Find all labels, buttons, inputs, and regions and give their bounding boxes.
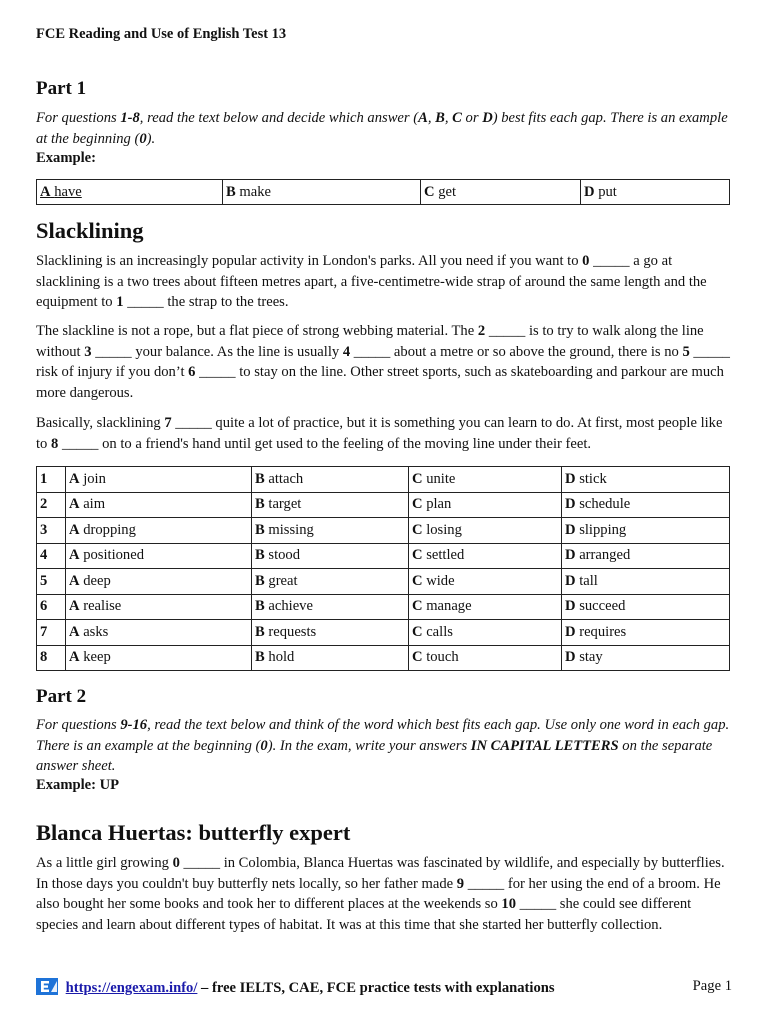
option-c: C unite <box>409 467 562 493</box>
option-b: B attach <box>252 467 409 493</box>
document-header: FCE Reading and Use of English Test 13 <box>36 26 287 42</box>
option-d: D requires <box>562 620 730 646</box>
table-row <box>37 518 730 544</box>
option-d: D slipping <box>562 518 730 544</box>
example-option-d: D put <box>581 180 730 205</box>
part2-title: Part 2 <box>36 686 87 707</box>
part1-title: Part 1 <box>36 78 87 99</box>
question-number: 6 <box>37 594 66 620</box>
option-a: A asks <box>66 620 252 646</box>
option-d: D stay <box>562 645 730 671</box>
option-b: B requests <box>252 620 409 646</box>
example-options-table <box>36 179 730 205</box>
part1-example-label: Example: <box>36 150 96 166</box>
option-c: C calls <box>409 620 562 646</box>
question-number: 8 <box>37 645 66 671</box>
example-option-c: C get <box>421 180 581 205</box>
table-row <box>37 543 730 569</box>
option-c: C wide <box>409 569 562 595</box>
option-a: A realise <box>66 594 252 620</box>
question-number: 5 <box>37 569 66 595</box>
engexam-link[interactable]: https://engexam.info/ <box>65 980 198 996</box>
option-c: C losing <box>409 518 562 544</box>
question-number: 3 <box>37 518 66 544</box>
table-row <box>37 645 730 671</box>
page-number: Page 1 <box>692 978 732 994</box>
part1-paragraph-1: Slacklining is an increasingly popular activity in London's parks. All you need if you want to 0 _____ a go at slacklining is a two trees about fifteen metres apart, a five-centimetre-wide strap of around the same length and the equipment to 1 _____ the strap to the trees. <box>36 253 707 311</box>
part2-paragraph-1: As a little girl growing 0 _____ in Colombia, Blanca Huertas was fascinated by wildlife, and especially by butterflies. In those days you couldn't buy butterfly nets locally, so her father made 9 _____ for her using the end of a broom. He also bought her some books and took her to different places at the weekends so 10 _____ she could see different species and learn about different types of habitat. It was at this time that she started her butterfly collection. <box>36 855 725 933</box>
option-a: A dropping <box>66 518 252 544</box>
option-c: C settled <box>409 543 562 569</box>
part1-instructions: For questions 1-8, read the text below and decide which answer (A, B, C or D) best fits each gap. There is an example at the beginning (0). <box>36 110 728 147</box>
option-b: B missing <box>252 518 409 544</box>
table-row <box>37 180 730 205</box>
part2-text-title: Blanca Huertas: butterfly expert <box>36 820 351 845</box>
option-a: A keep <box>66 645 252 671</box>
option-b: B achieve <box>252 594 409 620</box>
option-b: B stood <box>252 543 409 569</box>
part1-text-title: Slacklining <box>36 218 144 243</box>
option-d: D tall <box>562 569 730 595</box>
table-row <box>37 492 730 518</box>
engexam-logo-icon <box>36 978 58 995</box>
option-b: B target <box>252 492 409 518</box>
table-row <box>37 569 730 595</box>
option-c: C plan <box>409 492 562 518</box>
option-a: A positioned <box>66 543 252 569</box>
option-c: C touch <box>409 645 562 671</box>
question-number: 1 <box>37 467 66 493</box>
table-row <box>37 467 730 493</box>
option-a: A join <box>66 467 252 493</box>
page-footer <box>36 978 732 997</box>
option-d: D arranged <box>562 543 730 569</box>
question-number: 2 <box>37 492 66 518</box>
option-d: D stick <box>562 467 730 493</box>
table-row <box>37 594 730 620</box>
option-b: B great <box>252 569 409 595</box>
option-c: C manage <box>409 594 562 620</box>
part2-instructions: For questions 9-16, read the text below and think of the word which best fits each gap. Use only one word in each gap. There is an example at the beginning (0). In the exam, write your answers IN CAPITAL LETTERS on the separate answer sheet. <box>36 717 730 775</box>
option-d: D schedule <box>562 492 730 518</box>
example-option-b: B make <box>223 180 421 205</box>
part1-paragraph-3: Basically, slacklining 7 _____ quite a lot of practice, but it is something you can learn to do. At first, most people like to 8 _____ on to a friend's hand until get used to the feeling of the moving line under their feet. <box>36 415 723 452</box>
question-number: 7 <box>37 620 66 646</box>
option-d: D succeed <box>562 594 730 620</box>
option-a: A aim <box>66 492 252 518</box>
footer-tagline: – free IELTS, CAE, FCE practice tests with explanations <box>197 980 555 996</box>
option-b: B hold <box>252 645 409 671</box>
example-option-a: A have <box>37 180 223 205</box>
question-number: 4 <box>37 543 66 569</box>
part2-example: Example: UP <box>36 777 120 793</box>
part1-paragraph-2: The slackline is not a rope, but a flat piece of strong webbing material. The 2 _____ is to try to walk along the line without 3 _____ your balance. As the line is usually 4 _____ about a metre or so above the ground, there is no 5 _____ risk of injury if you don’t 6 _____ to stay on the line. Other street sports, such as skateboarding and parkour are much more dangerous. <box>36 323 730 401</box>
answer-options-table <box>36 466 730 671</box>
option-a: A deep <box>66 569 252 595</box>
table-row <box>37 620 730 646</box>
